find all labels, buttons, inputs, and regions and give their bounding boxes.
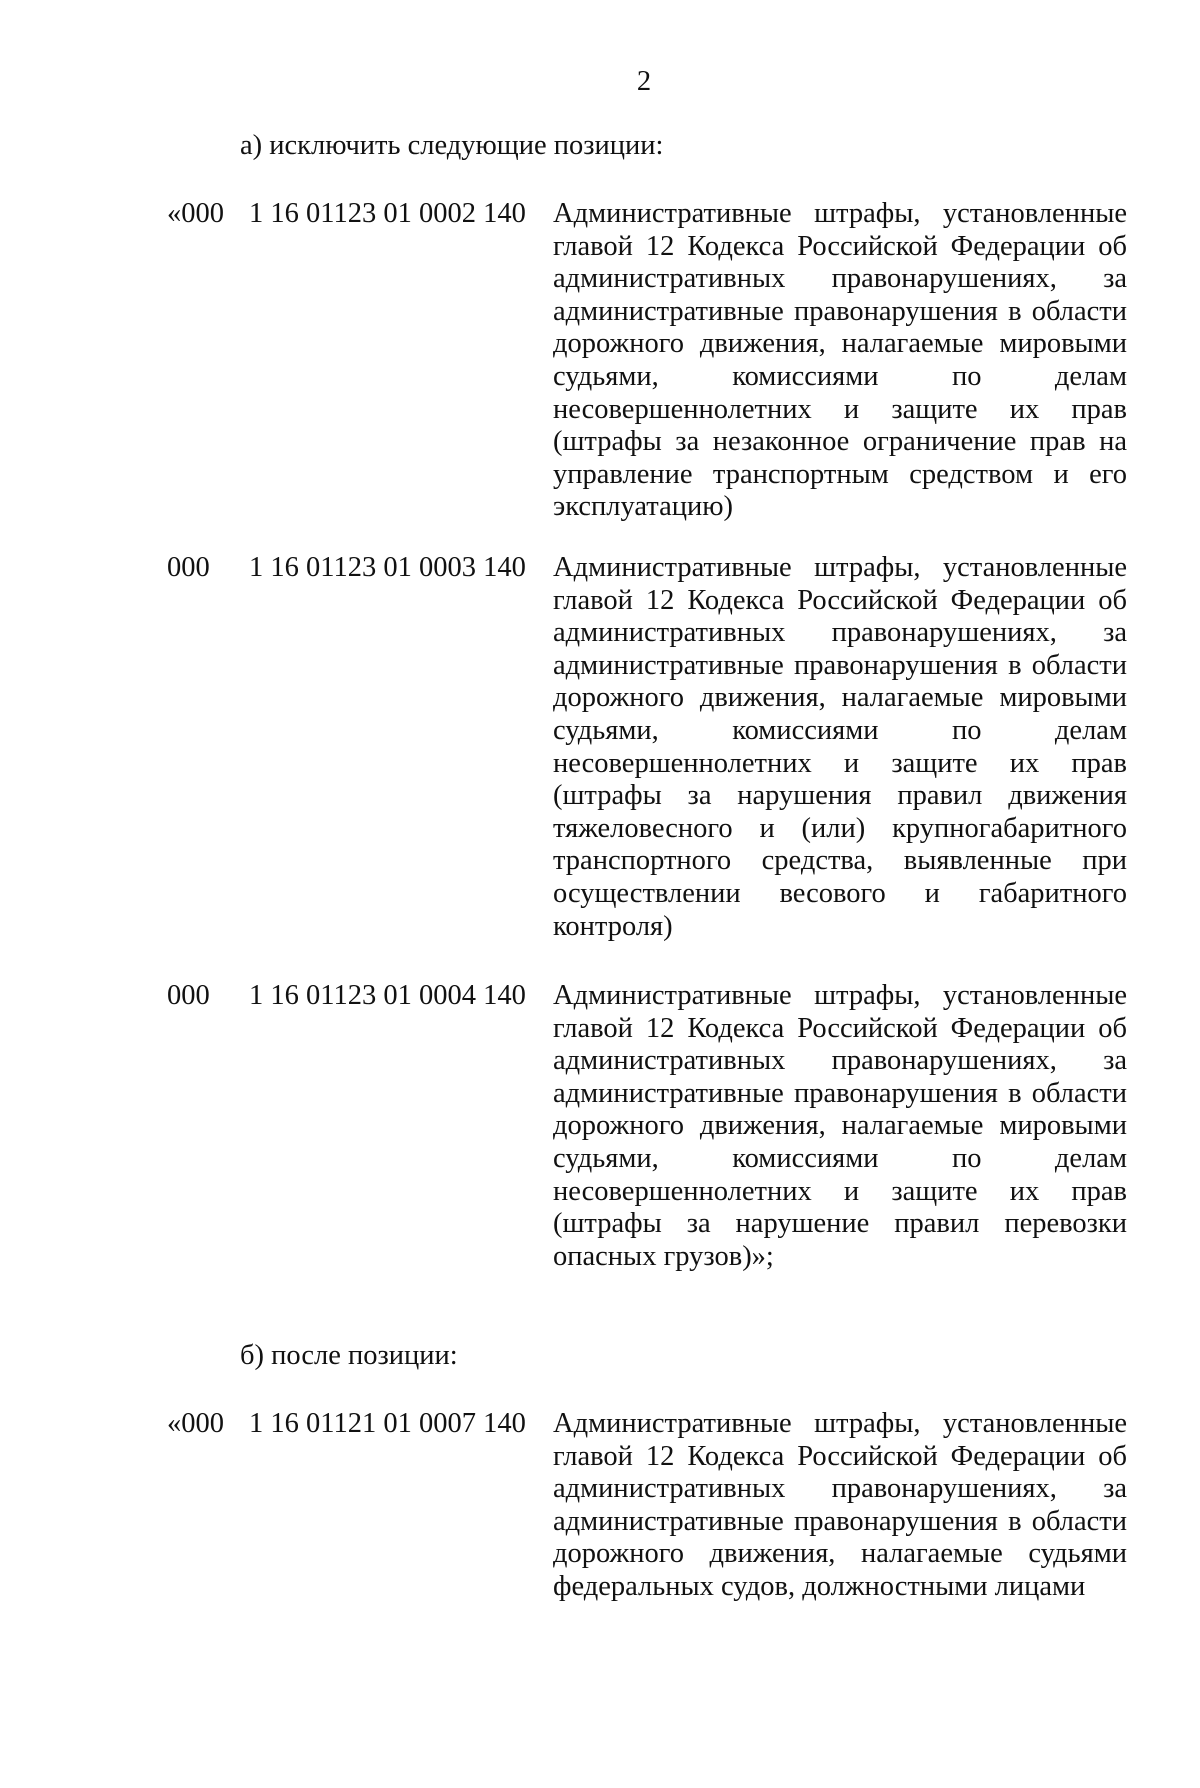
section-b-heading: б) после позиции: (240, 1340, 458, 1371)
entry-description: Административные штрафы, установленные главой 12 Кодекса Российской Федерации об административных правонарушениях, за административные правонарушения в области дорожного движения, налагаемые судьями федеральных судов, должностными лицами (553, 1408, 1127, 1602)
page-number: 2 (636, 66, 652, 97)
entry-code: 1 16 01123 01 0002 140 (249, 198, 526, 229)
entry-code: 1 16 01123 01 0003 140 (249, 552, 526, 583)
budget-code-entry (167, 1408, 1127, 1788)
entry-prefix: «000 (167, 1408, 224, 1439)
entry-description: Административные штрафы, установленные главой 12 Кодекса Российской Федерации об административных правонарушениях, за административные правонарушения в области дорожного движения, налагаемые мировыми судьями, комиссиями по делам несовершеннолетних и защите их прав (штрафы за нарушения правил движения тяжеловесного и (или) крупногабаритного транспортного средства, выявленные при осуществлении весового и габаритного контроля) (553, 552, 1127, 942)
entry-code: 1 16 01121 01 0007 140 (249, 1408, 526, 1439)
entry-description: Административные штрафы, установленные главой 12 Кодекса Российской Федерации об административных правонарушениях, за административные правонарушения в области дорожного движения, налагаемые мировыми судьями, комиссиями по делам несовершеннолетних и защите их прав (штрафы за нарушение правил перевозки опасных грузов)»; (553, 980, 1127, 1272)
entry-description: Административные штрафы, установленные главой 12 Кодекса Российской Федерации об административных правонарушениях, за административные правонарушения в области дорожного движения, налагаемые мировыми судьями, комиссиями по делам несовершеннолетних и защите их прав (штрафы за незаконное ограничение прав на управление транспортным средством и его эксплуатацию) (553, 198, 1127, 523)
budget-code-entry (167, 198, 1127, 578)
budget-code-entry (167, 552, 1127, 942)
entry-prefix: 000 (167, 980, 210, 1011)
entry-prefix: «000 (167, 198, 224, 229)
budget-code-entry (167, 980, 1127, 1360)
entry-code: 1 16 01123 01 0004 140 (249, 980, 526, 1011)
section-a-heading: а) исключить следующие позиции: (240, 130, 664, 161)
entry-prefix: 000 (167, 552, 210, 583)
